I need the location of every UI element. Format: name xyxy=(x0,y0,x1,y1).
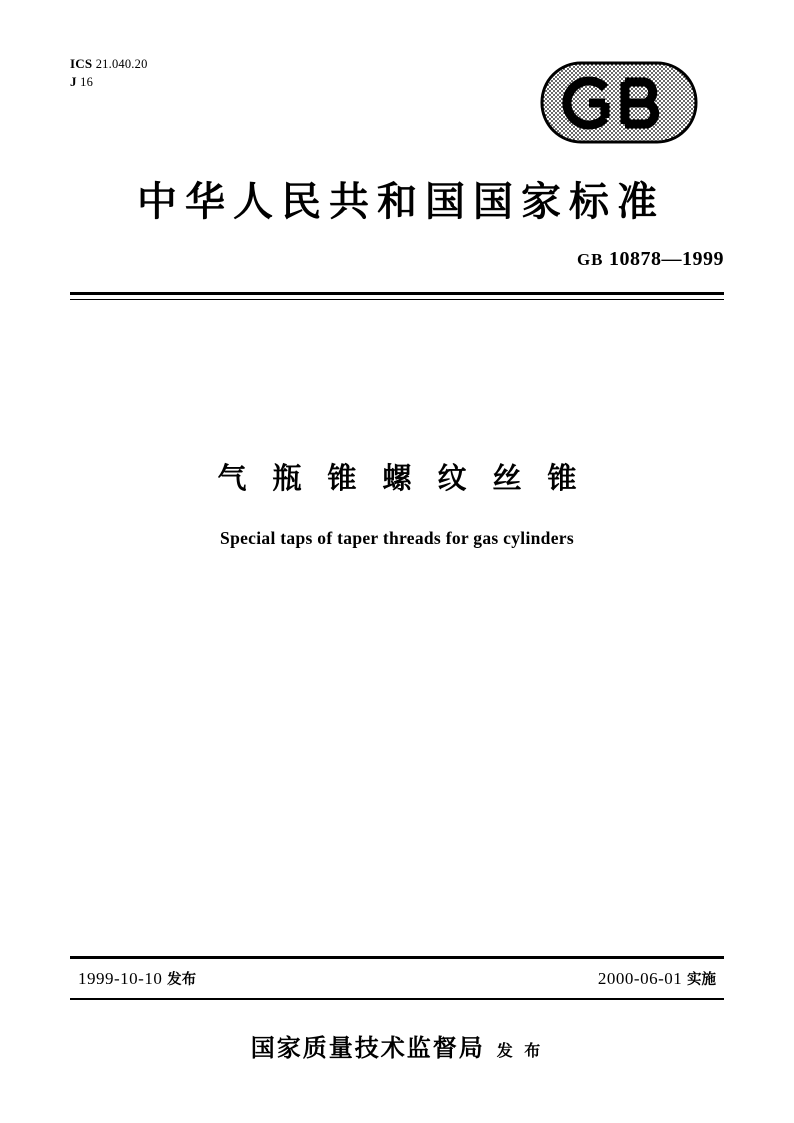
release-date-block xyxy=(78,968,196,989)
national-standard-title: 中华人民共和国国家标准 xyxy=(137,179,665,225)
ics-code-line xyxy=(70,55,148,73)
standard-number-separator: — xyxy=(661,248,682,270)
ics-code: 21.040.20 xyxy=(95,57,148,71)
header-rule-thick xyxy=(70,292,724,295)
issuing-authority-name: 国家质量技术监督局 xyxy=(250,1034,485,1062)
header-rule-thin xyxy=(70,299,724,300)
ics-class-line xyxy=(70,73,148,91)
footer-rule-thin xyxy=(70,998,724,1000)
standard-number-value: 10878 xyxy=(609,248,662,270)
issuing-authority-verb: 发 布 xyxy=(496,1041,544,1060)
ics-label: ICS xyxy=(70,56,93,71)
implementation-date: 2000-06-01 xyxy=(597,969,683,988)
document-title-chinese: 气瓶锥螺纹丝锥 xyxy=(217,461,603,495)
implementation-action-label: 实施 xyxy=(687,972,716,988)
standard-number xyxy=(577,248,724,271)
standard-number-prefix: GB xyxy=(576,250,604,269)
document-title-english: Special taps of taper threads for gas cylinders xyxy=(220,528,574,548)
release-action-label: 发布 xyxy=(167,972,197,988)
footer-rule-thick xyxy=(70,956,724,959)
gb-emblem-icon xyxy=(539,60,699,145)
ics-class-code: 16 xyxy=(80,74,94,89)
implementation-date-block xyxy=(598,968,716,989)
issuing-authority xyxy=(0,1028,794,1063)
ics-classification-block xyxy=(70,55,148,91)
standard-number-year: 1999 xyxy=(682,248,724,270)
ics-class-label: J xyxy=(70,73,77,89)
release-date: 1999-10-10 xyxy=(78,969,163,988)
